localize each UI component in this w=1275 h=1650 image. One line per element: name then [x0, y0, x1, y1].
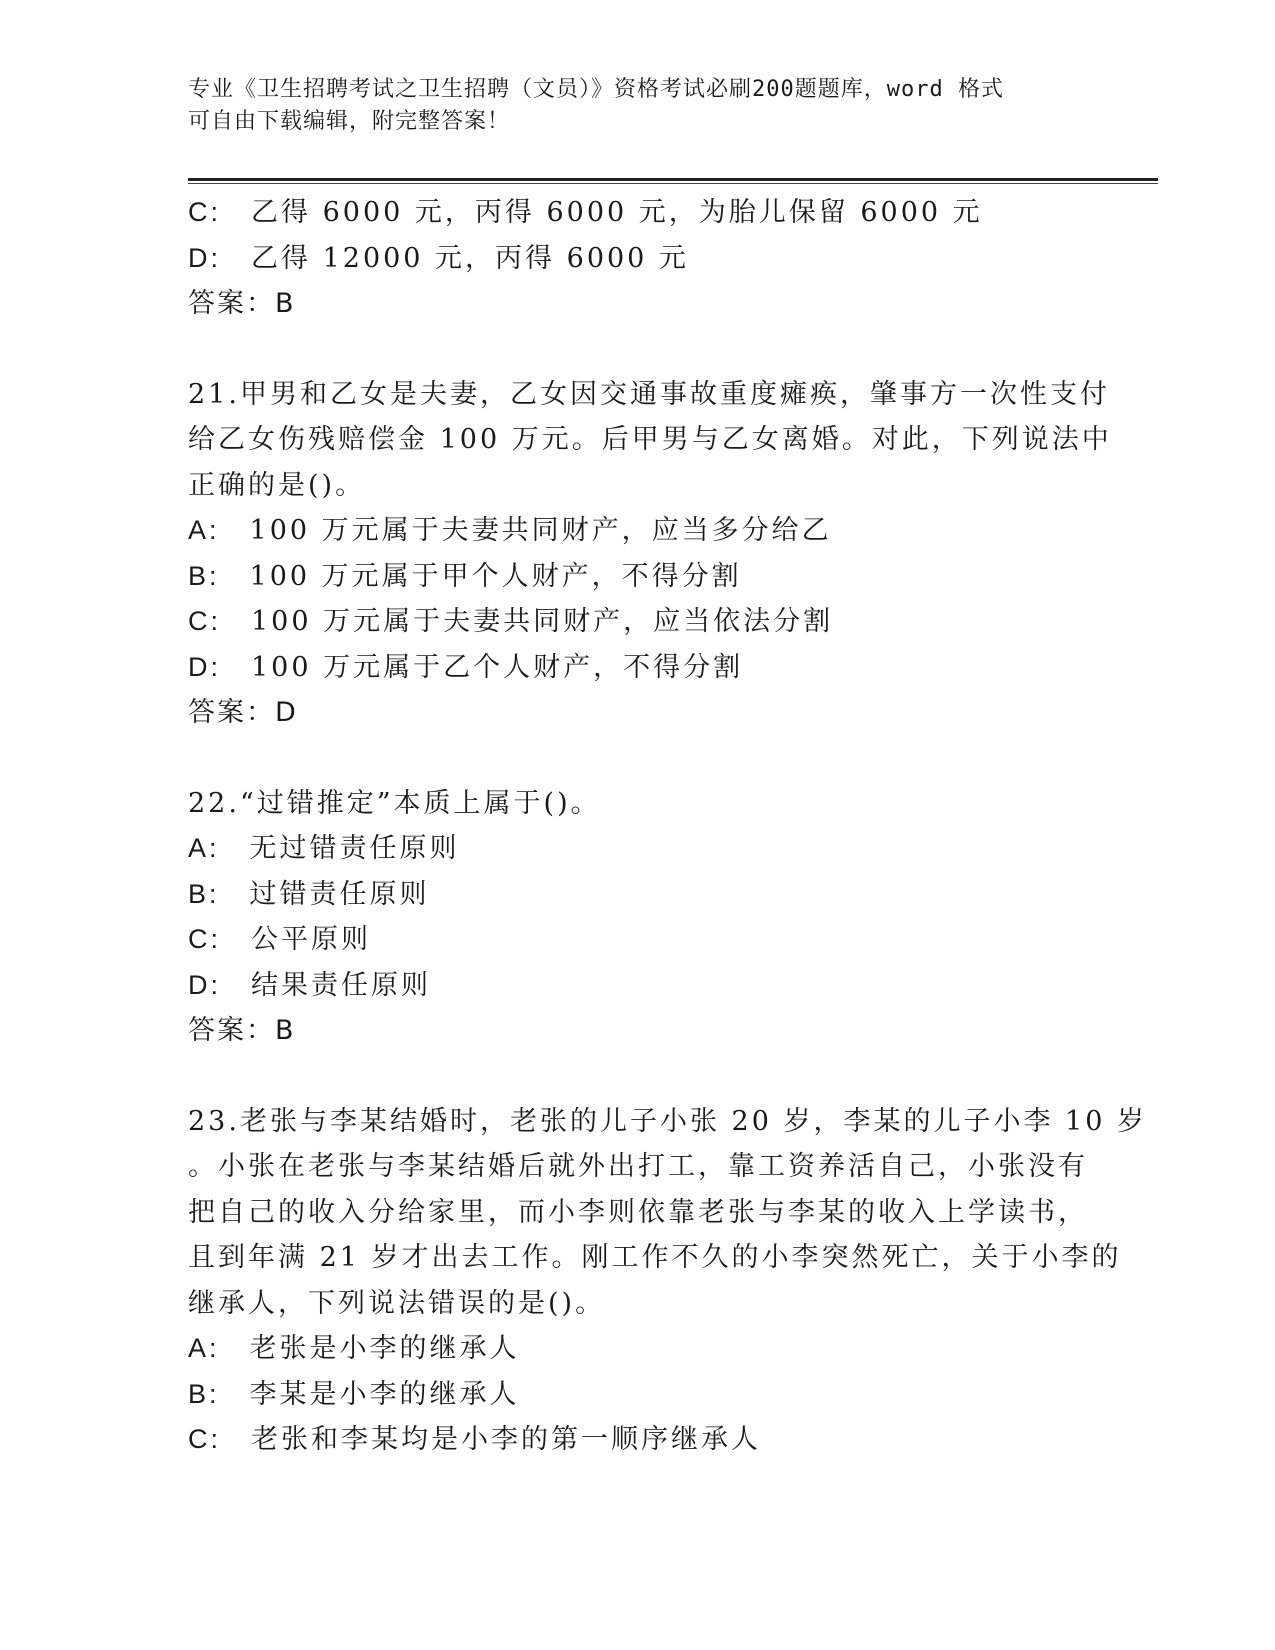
option-c	[188, 599, 1088, 645]
option-text: 老张是小李的继承人	[249, 1333, 520, 1364]
option-b	[188, 872, 1088, 918]
option-text: 100 万元属于甲个人财产，不得分割	[249, 560, 742, 592]
header-rule-thick	[188, 178, 1158, 181]
option-c	[188, 917, 1088, 963]
option-label: B:	[188, 878, 220, 909]
question-23	[188, 1099, 1147, 1463]
option-text: 老张和李某均是小李的第一顺序继承人	[251, 1424, 761, 1455]
question-text-line: 正确的是()。	[188, 469, 366, 501]
answer: 答案：B	[188, 1015, 296, 1046]
option-label: D:	[188, 651, 221, 682]
option-text: 100 万元属于乙个人财产，不得分割	[251, 651, 744, 683]
header-rule-thin	[188, 183, 1158, 184]
answer: 答案：D	[188, 697, 298, 728]
option-label: B:	[188, 560, 220, 591]
option-d	[188, 236, 1088, 282]
question-text-line: 把自己的收入分给家里，而小李则依靠老张与李某的收入上学读书，	[188, 1196, 1088, 1228]
option-text: 公平原则	[251, 924, 371, 955]
option-b	[188, 1372, 1088, 1418]
option-text: 100 万元属于夫妻共同财产，应当依法分割	[251, 606, 834, 637]
continued-question	[188, 190, 1088, 327]
option-label: C:	[188, 197, 221, 227]
answer: 答案：B	[188, 288, 296, 319]
option-label: A:	[188, 1333, 220, 1363]
option-text: 100 万元属于夫妻共同财产，应当多分给乙	[249, 515, 832, 546]
header-line-2: 可自由下载编辑，附完整答案！	[188, 109, 511, 134]
document-header	[188, 74, 1088, 138]
option-c	[188, 1417, 1088, 1463]
option-a	[188, 826, 1088, 872]
option-label: B:	[188, 1378, 220, 1409]
header-line-1: 专业《卫生招聘考试之卫生招聘（文员）》资格考试必刷200题题库，word 格式	[188, 77, 1004, 102]
option-a	[188, 508, 1088, 554]
option-b	[188, 554, 1088, 600]
option-c	[188, 190, 1088, 236]
option-label: C:	[188, 1424, 221, 1454]
option-text: 无过错责任原则	[249, 833, 460, 864]
question-22	[188, 781, 1088, 1054]
option-text: 乙得 12000 元，丙得 6000 元	[251, 242, 689, 274]
question-text-line: 继承人，下列说法错误的是()。	[188, 1287, 606, 1319]
option-label: C:	[188, 606, 221, 636]
question-text-line: 22.“过错推定”本质上属于()。	[188, 787, 601, 819]
option-label: D:	[188, 242, 221, 273]
option-text: 李某是小李的继承人	[249, 1378, 520, 1410]
option-text: 过错责任原则	[249, 878, 430, 910]
option-label: C:	[188, 924, 221, 954]
question-21	[188, 372, 1112, 736]
option-text: 结果责任原则	[251, 969, 431, 1001]
option-d	[188, 963, 1088, 1009]
option-label: D:	[188, 969, 221, 1000]
question-list	[188, 190, 1147, 1463]
option-label: A:	[188, 515, 220, 545]
option-a	[188, 1326, 1088, 1372]
question-text-line: 23.老张与李某结婚时，老张的儿子小张 20 岁，李某的儿子小李 10 岁	[188, 1105, 1147, 1137]
option-label: A:	[188, 833, 220, 863]
question-text-line: 。小张在老张与李某结婚后就外出打工，靠工资养活自己，小张没有	[188, 1151, 1088, 1182]
question-text-line: 给乙女伤残赔偿金 100 万元。后甲男与乙女离婚。对此，下列说法中	[188, 424, 1112, 455]
question-text-line: 且到年满 21 岁才出去工作。刚工作不久的小李突然死亡，关于小李的	[188, 1242, 1122, 1273]
question-text-line: 21.甲男和乙女是夫妻，乙女因交通事故重度瘫痪，肇事方一次性支付	[188, 378, 1110, 410]
option-d	[188, 645, 1088, 691]
option-text: 乙得 6000 元，丙得 6000 元，为胎儿保留 6000 元	[251, 197, 983, 228]
